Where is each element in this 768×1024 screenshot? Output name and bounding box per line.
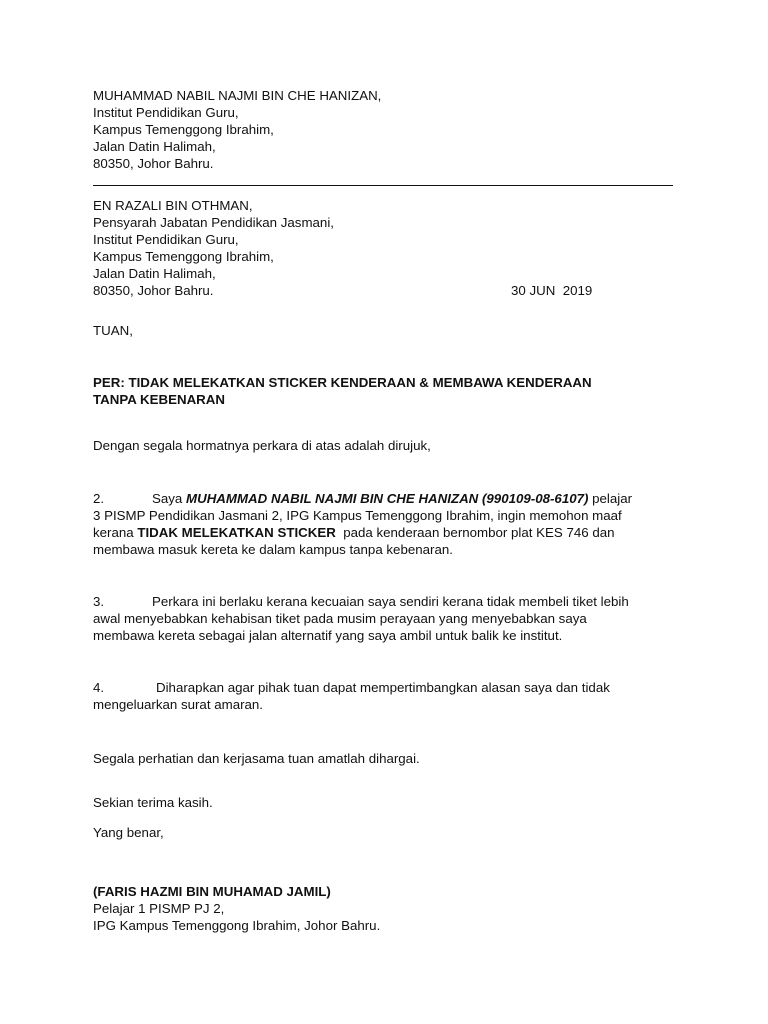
text-run: pada kenderaan bernombor plat KES 746 dan [335, 525, 615, 540]
recipient-line: Kampus Temenggong Ibrahim, [93, 249, 274, 264]
text-run: kerana [93, 525, 138, 540]
salutation: TUAN, [93, 323, 133, 338]
paragraph-line: membawa kereta sebagai jalan alternatif yang saya ambil untuk balik ke institut. [93, 628, 563, 643]
recipient-line: Pensyarah Jabatan Pendidikan Jasmani, [93, 215, 334, 230]
thanks-line: Sekian terima kasih. [93, 795, 213, 810]
paragraph-2 [93, 490, 673, 558]
text-run: Diharapkan agar pihak tuan dapat mempertimbangkan alasan saya dan tidak [156, 680, 610, 695]
paragraph-line: 3 PISMP Pendidikan Jasmani 2, IPG Kampus Temenggong Ibrahim, ingin memohon maaf [93, 508, 622, 523]
text-run: Saya [152, 491, 187, 506]
subject-line-1: PER: TIDAK MELEKATKAN STICKER KENDERAAN & MEMBAWA KENDERAAN [93, 375, 592, 390]
recipient-name: EN RAZALI BIN OTHMAN, [93, 198, 253, 213]
signatory-line: IPG Kampus Temenggong Ibrahim, Johor Bahru. [93, 918, 381, 933]
letter-date: 30 JUN 2019 [511, 283, 593, 298]
signatory-line: Pelajar 1 PISMP PJ 2, [93, 901, 225, 916]
closing-line: Yang benar, [93, 825, 164, 840]
recipient-address [93, 197, 673, 299]
text-run: Perkara ini berlaku kerana kecuaian saya sendiri kerana tidak membeli tiket lebih [152, 594, 629, 609]
signature-block [93, 883, 673, 934]
paragraph-line [93, 593, 673, 610]
header-divider [93, 185, 673, 186]
sender-name: MUHAMMAD NABIL NAJMI BIN CHE HANIZAN, [93, 88, 382, 103]
paragraph-line [93, 524, 673, 541]
paragraph-line: awal menyebabkan kehabisan tiket pada musim perayaan yang menyebabkan saya [93, 611, 587, 626]
paragraph-number: 3. [93, 594, 105, 609]
recipient-line: 80350, Johor Bahru. [93, 283, 214, 298]
recipient-line: Institut Pendidikan Guru, [93, 232, 239, 247]
subject-heading [93, 374, 673, 408]
offence-text: TIDAK MELEKATKAN STICKER [137, 525, 336, 540]
signatory-name: (FARIS HAZMI BIN MUHAMAD JAMIL) [93, 884, 331, 899]
reference-line: Dengan segala hormatnya perkara di atas adalah dirujuk, [93, 438, 431, 453]
text-run: pelajar [588, 491, 633, 506]
paragraph-line: mengeluarkan surat amaran. [93, 697, 263, 712]
sender-line: Kampus Temenggong Ibrahim, [93, 122, 274, 137]
sender-line: Institut Pendidikan Guru, [93, 105, 239, 120]
sender-line: 80350, Johor Bahru. [93, 156, 214, 171]
recipient-last-row [93, 282, 673, 299]
paragraph-3 [93, 593, 673, 644]
paragraph-line [93, 679, 673, 696]
paragraph-line [93, 490, 673, 507]
student-name-ic: MUHAMMAD NABIL NAJMI BIN CHE HANIZAN (990109-08-6107) [186, 491, 589, 506]
subject-line-2: TANPA KEBENARAN [93, 392, 225, 407]
paragraph-4 [93, 679, 673, 713]
paragraph-number: 2. [93, 491, 105, 506]
sender-line: Jalan Datin Halimah, [93, 139, 216, 154]
paragraph-line: membawa masuk kereta ke dalam kampus tanpa kebenaran. [93, 542, 453, 557]
appreciation-line: Segala perhatian dan kerjasama tuan amatlah dihargai. [93, 751, 420, 766]
sender-address [93, 87, 673, 172]
recipient-line: Jalan Datin Halimah, [93, 266, 216, 281]
paragraph-number: 4. [93, 680, 105, 695]
letter-page [93, 87, 673, 934]
